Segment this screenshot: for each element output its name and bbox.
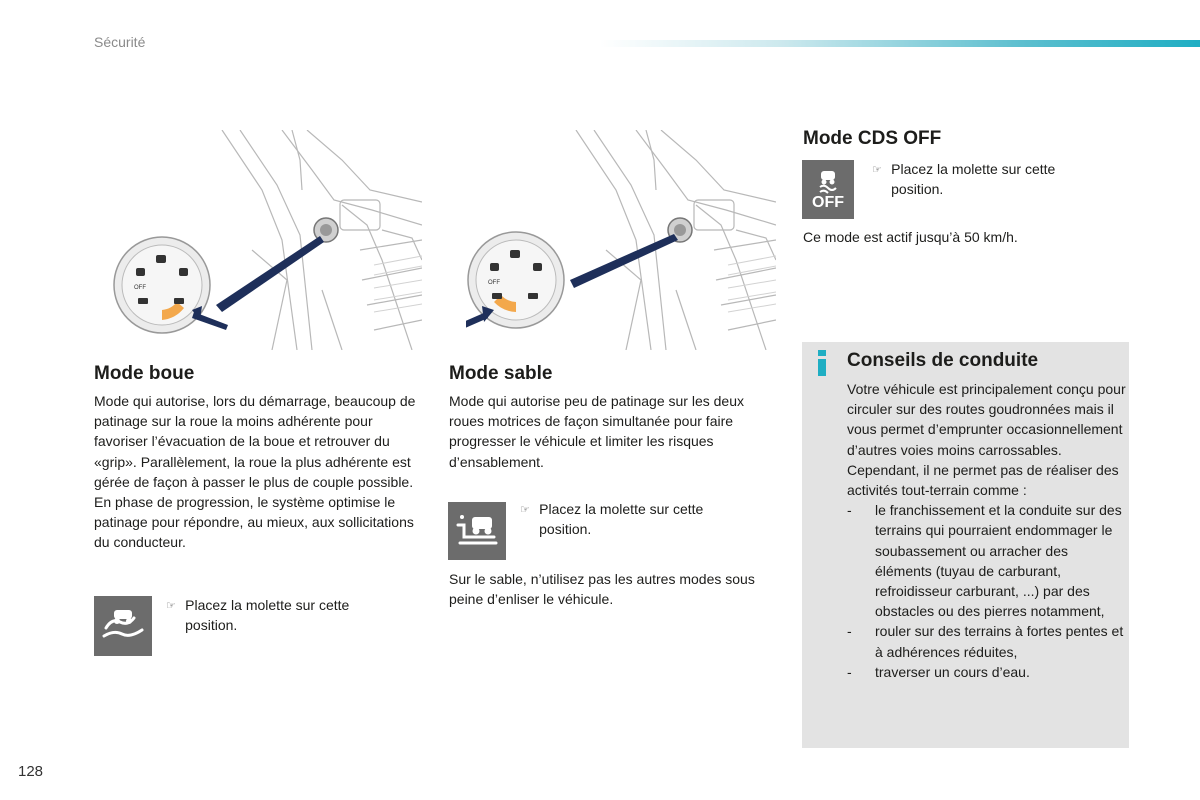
sand-mode-icon [448,502,506,560]
list-dash: - [847,502,852,519]
driving-advice-list [847,500,1127,682]
driving-advice-box [802,342,1129,748]
mode-cds-off-title: Mode CDS OFF [803,128,942,149]
pointing-hand-icon: ☞ [520,504,530,516]
mode-cds-off-note: Ce mode est actif jusqu’à 50 km/h. [803,229,1018,245]
mode-sable-instruction [520,499,750,539]
list-item [847,662,1127,682]
mode-boue-title: Mode boue [94,363,195,384]
mode-cds-off-instruction-text: Placez la molette sur cette position. [891,161,1056,198]
svg-text:OFF: OFF [134,285,146,291]
mode-sable-instruction-text: Placez la molette sur cette position. [539,501,704,538]
mode-boue-text-2: En phase de progression, le système optimise le patinage pour répondre, au mieux, aux sollicitations du conducteur. [94,494,414,551]
header-accent-bar [600,40,1200,47]
illustration-mode-sable [466,130,776,350]
cds-off-icon-label: OFF [812,193,844,211]
mode-sable-title: Mode sable [449,363,553,384]
mud-mode-icon [94,596,152,656]
driving-advice-text [847,379,1127,682]
driving-advice-title: Conseils de conduite [847,350,1039,371]
driving-advice-intro-2: Cependant, il ne permet pas de réaliser des activités tout-terrain comme : [847,461,1119,499]
illustration-mode-boue [112,130,422,350]
mode-boue-description [94,391,416,553]
mode-cds-off-instruction [872,159,1102,199]
list-item-text: le franchissement et la conduite sur des terrains qui pourraient endommager le soubassement ou arracher des éléments (tuyau de carburant, refroidisseur carburant, ...) par des obstacles ou des pierres notamment, [875,502,1122,620]
pointing-hand-icon: ☞ [166,600,176,612]
mode-boue-instruction [166,595,396,635]
driving-advice-intro-1: Votre véhicule est principalement conçu pour circuler sur des routes goudronnées mais il vous permet d’emprunter occasionnellement d’autres voies moins carrossables. [847,381,1126,458]
list-item [847,621,1127,661]
mode-boue-instruction-text: Placez la molette sur cette position. [185,597,350,634]
section-title: Sécurité [94,34,146,50]
cds-off-icon [802,160,854,219]
list-item-text: traverser un cours d’eau. [875,663,1030,680]
list-item-text: rouler sur des terrains à fortes pentes et à adhérences réduites, [875,623,1124,660]
list-dash: - [847,623,852,640]
pointing-hand-icon: ☞ [872,164,882,176]
mode-sable-note: Sur le sable, n’utilisez pas les autres modes sous peine d’enliser le véhicule. [449,571,755,608]
svg-text:OFF: OFF [488,280,500,286]
list-item [847,500,1127,621]
page-number: 128 [18,763,44,780]
mode-sable-description: Mode qui autorise peu de patinage sur les deux roues motrices de façon simultanée pour faire progresser le véhicule et limiter les risques d’ensablement. [449,393,744,470]
info-icon [818,350,826,376]
list-dash: - [847,663,852,680]
mode-boue-text-1: Mode qui autorise, lors du démarrage, beaucoup de patinage sur la roue la moins adhérente pour favoriser l’évacuation de la boue et retrouver du «grip». Parallèlement, la roue la plus adhérente est gérée de façon à passer le plus de couple possible. [94,393,416,490]
